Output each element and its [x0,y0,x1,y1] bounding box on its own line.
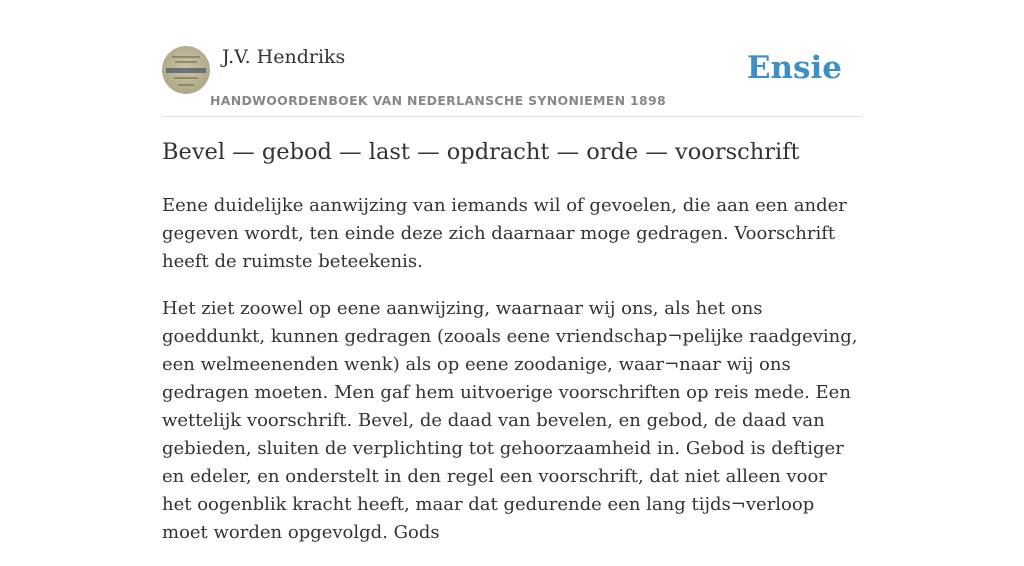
source-title[interactable]: HANDWOORDENBOEK VAN NEDERLANSCHE SYNONIEMEN 1898 [210,93,667,108]
entry-paragraph: Het ziet zoowel op eene aanwijzing, waarnaar wij ons, als het ons goeddunkt, kunnen gedragen (zooals eene vriendschap¬pelijke raadgeving, een welmeenenden wenk) als op eene zoodanige, waar¬naar wij ons gedragen moeten. Men gaf hem uitvoerige voorschriften op reis mede. Een wettelijk voorschrift. Bevel, de daad van bevelen, en gebod, de daad van gebieden, sluiten de verplichting tot gehoorzaamheid in. Gebod is deftiger en edeler, en onderstelt in den regel een voorschrift, dat niet alleen voor het oogenblik kracht heeft, maar dat gedurende een lang tijds¬verloop moet worden opgevolgd. Gods [162,298,858,543]
author-name[interactable]: J.V. Hendriks [222,46,346,68]
entry-page [162,0,862,543]
page-header [162,46,862,117]
book-cover-avatar[interactable] [162,46,210,94]
entry-paragraph: Eene duidelijke aanwijzing van iemands wil of gevoelen, die aan een ander gegeven wordt, ten einde deze zich daarnaar moge gedragen. Voorschrift heeft de ruimste beteekenis. [162,195,847,272]
entry-title: Bevel — gebod — last — opdracht — orde — voorschrift [162,139,800,165]
entry-body [162,192,862,566]
ensie-logo[interactable]: Ensie [746,50,842,86]
